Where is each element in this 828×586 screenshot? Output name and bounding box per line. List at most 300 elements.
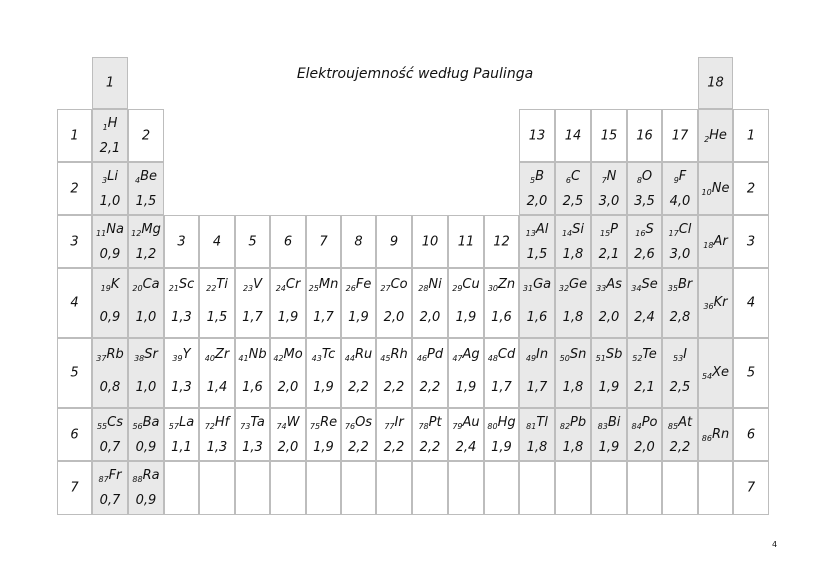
atomic-number: 74 — [276, 422, 287, 431]
electronegativity: 1,8 — [562, 440, 584, 455]
electronegativity: 2,2 — [348, 440, 369, 455]
element-cell — [199, 268, 235, 338]
element-cell — [270, 338, 306, 408]
atomic-number: 31 — [522, 284, 534, 293]
symbol-text: Mg — [141, 222, 161, 237]
electronegativity: 1,5 — [135, 194, 157, 209]
atomic-number: 81 — [526, 422, 537, 431]
element-symbol — [93, 277, 127, 293]
symbol-text: H — [107, 116, 118, 131]
element-cell — [164, 408, 199, 461]
element-symbol — [628, 277, 661, 293]
element-cell — [662, 162, 698, 215]
electronegativity: 1,5 — [206, 310, 228, 325]
atomic-number: 80 — [487, 422, 498, 431]
electronegativity: 2,4 — [455, 440, 477, 455]
group-header — [199, 215, 235, 268]
period-label-text: 5 — [70, 365, 79, 381]
symbol-text: Zr — [214, 347, 230, 362]
empty-cell — [555, 461, 591, 515]
element-symbol — [129, 222, 163, 238]
atomic-number: 5 — [529, 176, 536, 185]
electronegativity: 2,5 — [669, 380, 691, 395]
electronegativity: 4,0 — [669, 194, 691, 209]
symbol-text: Ga — [533, 277, 552, 292]
element-cell — [235, 268, 270, 338]
group-label: 8 — [354, 234, 363, 249]
element-cell — [698, 338, 733, 408]
element-cell — [164, 268, 199, 338]
group-header — [662, 109, 698, 162]
element-symbol — [663, 277, 697, 293]
symbol-text: Mn — [318, 277, 339, 292]
symbol-text: Rn — [711, 427, 730, 442]
atomic-number: 76 — [344, 422, 356, 431]
symbol-text: La — [178, 415, 195, 430]
element-cell — [484, 268, 519, 338]
element-symbol — [699, 128, 732, 144]
element-cell — [448, 408, 484, 461]
electronegativity: 1,7 — [313, 310, 334, 325]
group-label: 7 — [319, 234, 328, 249]
atomic-number: 8 — [636, 176, 642, 185]
period-label-text: 4 — [70, 295, 79, 311]
electronegativity: 1,6 — [242, 380, 263, 395]
symbol-text: Ru — [354, 347, 373, 362]
group-label: 16 — [636, 128, 653, 143]
element-cell — [627, 408, 662, 461]
period-label-text: 6 — [746, 427, 756, 442]
element-symbol — [520, 347, 554, 363]
period-label — [733, 408, 769, 461]
element-cell — [341, 268, 376, 338]
element-cell — [662, 268, 698, 338]
element-cell — [698, 215, 733, 268]
element-cell — [92, 215, 128, 268]
empty-cell — [164, 461, 199, 515]
electronegativity: 1,9 — [313, 440, 334, 455]
atomic-number: 72 — [204, 422, 215, 431]
electronegativity: 3,0 — [598, 194, 620, 209]
atomic-number: 35 — [667, 284, 678, 293]
symbol-text: Rb — [106, 347, 124, 362]
element-symbol — [165, 347, 198, 363]
empty-cell — [412, 461, 448, 515]
element-cell — [519, 268, 555, 338]
electronegativity: 1,0 — [99, 194, 121, 209]
symbol-text: Ti — [216, 277, 228, 292]
electronegativity: 0,9 — [135, 493, 157, 508]
atomic-number: 53 — [672, 354, 684, 363]
element-cell — [128, 162, 164, 215]
element-symbol — [485, 347, 518, 363]
atomic-number: 73 — [240, 422, 251, 431]
symbol-text: Cd — [497, 347, 516, 362]
period-label — [57, 162, 92, 215]
element-cell — [519, 215, 555, 268]
electronegativity: 2,0 — [277, 440, 299, 455]
element-symbol — [699, 427, 732, 443]
element-symbol — [236, 277, 269, 293]
element-cell — [128, 338, 164, 408]
electronegativity: 0,7 — [99, 440, 121, 455]
element-cell — [164, 338, 199, 408]
group-header — [164, 215, 199, 268]
atomic-number: 19 — [100, 284, 111, 293]
atomic-number: 15 — [599, 229, 611, 238]
electronegativity: 2,1 — [99, 141, 121, 156]
element-cell — [92, 109, 128, 162]
element-cell — [412, 338, 448, 408]
atomic-number: 78 — [418, 422, 429, 431]
symbol-text: Rh — [390, 347, 408, 362]
group-header — [627, 109, 662, 162]
empty-cell — [306, 461, 341, 515]
element-symbol — [556, 222, 590, 238]
electronegativity: 0,9 — [135, 440, 157, 455]
group-label: 5 — [248, 234, 257, 249]
period-label — [57, 109, 92, 162]
period-label-text: 1 — [746, 128, 756, 143]
symbol-text: Pb — [570, 415, 587, 430]
element-symbol — [556, 415, 590, 431]
group-label: 1 — [105, 75, 115, 91]
element-symbol — [449, 415, 483, 431]
symbol-text: Al — [535, 222, 549, 237]
element-symbol — [307, 347, 340, 363]
element-cell — [341, 338, 376, 408]
electronegativity: 1,0 — [135, 310, 157, 325]
symbol-text: Sb — [605, 347, 623, 362]
element-cell — [448, 338, 484, 408]
element-symbol — [449, 277, 483, 293]
atomic-number: 46 — [416, 354, 428, 363]
group-header — [128, 109, 164, 162]
atomic-number: 79 — [452, 422, 463, 431]
atomic-number: 34 — [631, 284, 642, 293]
element-symbol — [129, 415, 163, 431]
atomic-number: 16 — [635, 229, 646, 238]
electronegativity: 1,8 — [562, 380, 584, 395]
element-symbol — [556, 277, 590, 293]
element-symbol — [485, 415, 518, 431]
empty-cell — [270, 461, 306, 515]
symbol-text: Bi — [607, 415, 621, 430]
electronegativity: 1,0 — [135, 380, 157, 395]
symbol-text: Cl — [678, 222, 692, 237]
element-symbol — [342, 347, 375, 363]
atomic-number: 44 — [344, 354, 355, 363]
group-header — [306, 215, 341, 268]
symbol-text: P — [610, 222, 619, 237]
symbol-text: Cu — [462, 277, 480, 292]
element-cell — [199, 338, 235, 408]
electronegativity: 2,4 — [634, 310, 655, 325]
electronegativity: 2,2 — [383, 440, 405, 455]
electronegativity: 2,8 — [669, 310, 691, 325]
period-label — [733, 109, 769, 162]
group-label: 2 — [141, 128, 151, 143]
symbol-text: Fe — [355, 277, 372, 292]
element-symbol — [165, 415, 198, 431]
element-cell — [484, 338, 519, 408]
symbol-text: Ar — [713, 234, 728, 249]
electronegativity: 0,9 — [99, 247, 121, 262]
symbol-text: Se — [641, 277, 658, 292]
electronegativity: 1,3 — [206, 440, 228, 455]
element-symbol — [200, 415, 234, 431]
electronegativity: 1,8 — [562, 247, 584, 262]
element-symbol — [556, 347, 590, 363]
atomic-number: 42 — [273, 354, 284, 363]
symbol-text: Ba — [142, 415, 160, 430]
atomic-number: 57 — [168, 422, 179, 431]
group-header — [484, 215, 519, 268]
symbol-text: At — [678, 415, 693, 430]
symbol-text: He — [709, 128, 727, 143]
element-cell — [555, 338, 591, 408]
electronegativity: 2,6 — [634, 247, 655, 262]
element-cell — [92, 268, 128, 338]
symbol-text: Co — [390, 277, 408, 292]
electronegativity: 1,9 — [598, 440, 620, 455]
group-header — [555, 109, 591, 162]
atomic-number: 38 — [134, 354, 145, 363]
group-label: 11 — [457, 234, 475, 249]
element-symbol — [236, 347, 269, 363]
element-cell — [306, 338, 341, 408]
symbol-text: Sc — [178, 277, 195, 292]
period-label-text: 2 — [70, 181, 79, 196]
electronegativity: 2,2 — [419, 440, 441, 455]
symbol-text: Fr — [108, 468, 122, 483]
period-label — [57, 408, 92, 461]
element-symbol — [699, 295, 732, 311]
atomic-number: 37 — [96, 354, 107, 363]
group-header — [270, 215, 306, 268]
element-cell — [448, 268, 484, 338]
atomic-number: 2 — [704, 135, 710, 144]
element-symbol — [663, 169, 697, 185]
atomic-number: 3 — [102, 176, 108, 185]
element-symbol — [663, 222, 697, 238]
element-cell — [662, 338, 698, 408]
symbol-text: I — [683, 347, 688, 362]
symbol-text: Zn — [498, 277, 516, 292]
electronegativity: 1,5 — [526, 247, 548, 262]
electronegativity: 1,2 — [135, 247, 157, 262]
atomic-number: 1 — [102, 123, 108, 132]
page-number: 4 — [772, 540, 778, 549]
symbol-text: V — [253, 277, 263, 292]
element-cell — [412, 408, 448, 461]
element-cell — [235, 408, 270, 461]
atomic-number: 28 — [418, 284, 429, 293]
symbol-text: F — [678, 169, 687, 184]
symbol-text: Hf — [214, 415, 230, 430]
symbol-text: Y — [182, 347, 191, 362]
element-symbol — [93, 116, 127, 132]
page-title: Elektroujemność według Paulinga — [296, 66, 534, 82]
element-symbol — [628, 415, 661, 431]
element-symbol — [592, 222, 626, 238]
element-symbol — [699, 181, 732, 197]
atomic-number: 33 — [596, 284, 607, 293]
atomic-number: 39 — [172, 354, 183, 363]
element-symbol — [200, 347, 234, 363]
electronegativity: 2,1 — [598, 247, 620, 262]
symbol-text: Be — [140, 169, 157, 184]
element-symbol — [592, 415, 626, 431]
period-label — [733, 268, 769, 338]
period-label-text: 7 — [746, 480, 756, 496]
element-symbol — [520, 415, 554, 431]
period-label — [57, 268, 92, 338]
atomic-number: 32 — [558, 284, 570, 293]
symbol-text: Os — [355, 415, 373, 430]
group-label: 3 — [177, 234, 186, 249]
atomic-number: 50 — [559, 354, 570, 363]
element-cell — [128, 268, 164, 338]
electronegativity: 1,7 — [242, 310, 263, 325]
symbol-text: Ta — [250, 415, 265, 430]
symbol-text: Sr — [144, 347, 158, 362]
element-symbol — [129, 169, 163, 185]
empty-cell — [519, 461, 555, 515]
group-header — [235, 215, 270, 268]
atomic-number: 24 — [275, 284, 286, 293]
symbol-text: Cs — [107, 415, 124, 430]
group-header — [698, 57, 733, 109]
atomic-number: 27 — [380, 284, 391, 293]
empty-cell — [448, 461, 484, 515]
symbol-text: Ne — [711, 181, 730, 196]
element-symbol — [342, 415, 375, 431]
symbol-text: Au — [462, 415, 480, 430]
element-cell — [555, 162, 591, 215]
element-symbol — [413, 347, 447, 363]
atomic-number: 45 — [380, 354, 391, 363]
atomic-number: 82 — [559, 422, 571, 431]
symbol-text: Po — [641, 415, 658, 430]
group-label: 13 — [528, 128, 546, 143]
empty-cell — [199, 461, 235, 515]
period-label — [733, 461, 769, 515]
atomic-number: 18 — [703, 241, 714, 250]
element-symbol — [377, 415, 411, 431]
atomic-number: 48 — [487, 354, 498, 363]
element-symbol — [592, 347, 626, 363]
element-cell — [92, 408, 128, 461]
symbol-text: Re — [320, 415, 338, 430]
element-cell — [235, 338, 270, 408]
element-cell — [128, 461, 164, 515]
electronegativity: 1,9 — [348, 310, 369, 325]
electronegativity: 1,9 — [491, 440, 512, 455]
electronegativity: 1,7 — [526, 380, 548, 395]
atomic-number: 87 — [98, 475, 109, 484]
element-symbol — [307, 277, 340, 293]
empty-cell — [341, 461, 376, 515]
element-cell — [698, 109, 733, 162]
element-cell — [591, 408, 627, 461]
atomic-number: 13 — [525, 229, 536, 238]
element-cell — [270, 408, 306, 461]
element-cell — [698, 268, 733, 338]
symbol-text: Cr — [285, 277, 301, 292]
atomic-number: 75 — [309, 422, 321, 431]
atomic-number: 36 — [703, 302, 714, 311]
symbol-text: K — [110, 277, 120, 292]
atomic-number: 26 — [345, 284, 356, 293]
element-cell — [627, 162, 662, 215]
symbol-text: Ge — [569, 277, 588, 292]
symbol-text: Mo — [283, 347, 303, 362]
symbol-text: Te — [642, 347, 657, 362]
element-symbol — [413, 277, 447, 293]
element-symbol — [93, 169, 127, 185]
atomic-number: 7 — [601, 176, 607, 185]
symbol-text: Li — [107, 169, 118, 184]
period-label-text: 7 — [70, 480, 79, 496]
element-cell — [662, 215, 698, 268]
atomic-number: 47 — [452, 354, 463, 363]
element-symbol — [93, 347, 127, 363]
empty-cell — [484, 461, 519, 515]
element-cell — [128, 215, 164, 268]
electronegativity: 2,0 — [598, 310, 620, 325]
element-symbol — [129, 277, 163, 293]
group-header — [341, 215, 376, 268]
electronegativity: 3,5 — [634, 194, 655, 209]
group-header — [92, 57, 128, 109]
atomic-number: 85 — [667, 422, 679, 431]
atomic-number: 9 — [673, 176, 679, 185]
group-label: 6 — [283, 234, 293, 249]
atomic-number: 43 — [311, 354, 322, 363]
electronegativity: 2,2 — [348, 380, 369, 395]
element-cell — [591, 338, 627, 408]
atomic-number: 40 — [204, 354, 215, 363]
electronegativity: 2,0 — [277, 380, 299, 395]
element-cell — [341, 408, 376, 461]
group-label: 17 — [671, 128, 689, 143]
atomic-number: 20 — [132, 284, 143, 293]
symbol-text: S — [645, 222, 654, 237]
element-symbol — [592, 277, 626, 293]
empty-cell — [662, 461, 698, 515]
symbol-text: Kr — [713, 295, 728, 310]
period-label-text: 2 — [746, 181, 756, 196]
element-cell — [519, 162, 555, 215]
element-symbol — [592, 169, 626, 185]
atomic-number: 51 — [595, 354, 606, 363]
atomic-number: 86 — [701, 434, 712, 443]
atomic-number: 14 — [561, 229, 573, 238]
element-symbol — [520, 277, 554, 293]
atomic-number: 41 — [238, 354, 249, 363]
element-symbol — [342, 277, 375, 293]
element-symbol — [307, 415, 340, 431]
electronegativity: 2,2 — [419, 380, 441, 395]
group-header — [591, 109, 627, 162]
empty-cell — [627, 461, 662, 515]
group-header — [448, 215, 484, 268]
period-label — [57, 215, 92, 268]
empty-cell — [698, 461, 733, 515]
electronegativity: 2,0 — [419, 310, 441, 325]
electronegativity: 1,7 — [491, 380, 512, 395]
